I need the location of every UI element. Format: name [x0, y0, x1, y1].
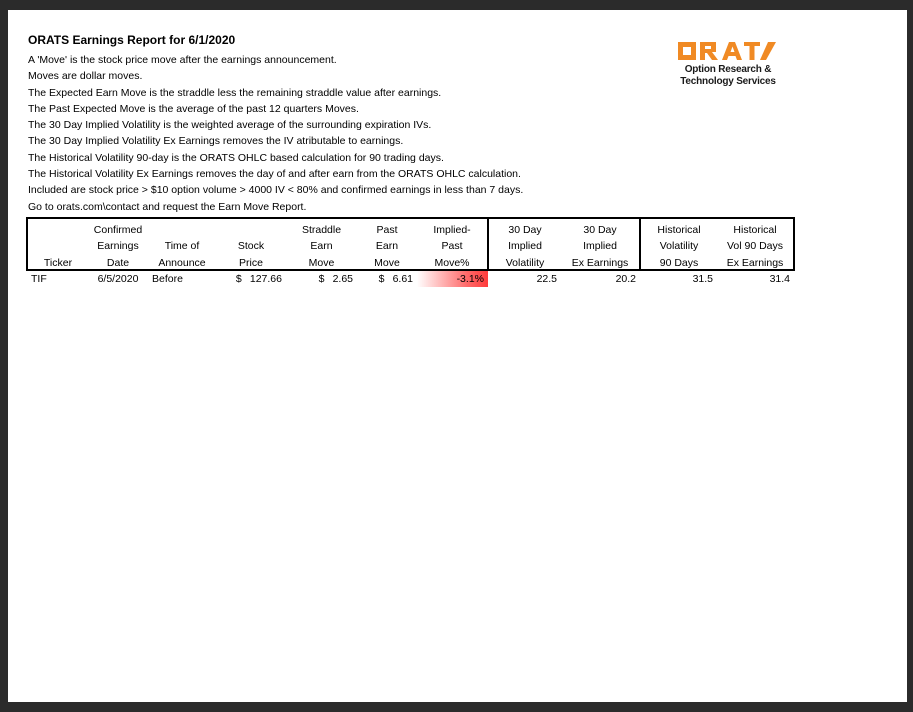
header-cell: 30 Day [561, 218, 640, 236]
note-line: The 30 Day Implied Volatility Ex Earnings removes the IV atributable to earnings. [28, 135, 404, 148]
header-cell: Price [216, 252, 286, 270]
header-cell: Ex Earnings [561, 252, 640, 270]
header-cell: Earn [310, 240, 333, 252]
header-cell: Implied [508, 240, 542, 252]
header-cell [216, 218, 286, 236]
note-line: The Expected Earn Move is the straddle less the remaining straddle value after earnings. [28, 86, 442, 99]
note-line: The Past Expected Move is the average of the past 12 quarters Moves. [28, 102, 359, 115]
report-page [8, 10, 907, 702]
orats-logo [668, 38, 788, 88]
header-cell: Move [357, 252, 417, 270]
note-line: Included are stock price > $10 option volume > 4000 IV < 80% and confirmed earnings in less than 7 days. [28, 184, 524, 197]
iv30-cell: 22.5 [536, 272, 557, 285]
past-move-cell [357, 270, 417, 288]
note-line: The Historical Volatility 90-day is the ORATS OHLC based calculation for 90 trading days. [28, 151, 444, 164]
header-cell: Move% [417, 252, 488, 270]
straddle-move-value: 2.65 [332, 272, 353, 285]
header-cell: Implied [561, 236, 640, 253]
implied-past-move-pct-cell: -3.1% [417, 270, 488, 288]
header-cell: Historical [717, 218, 794, 236]
header-cell: Past [417, 236, 488, 253]
header-cell [148, 218, 216, 236]
currency-symbol: $ [235, 272, 242, 285]
table-row [27, 270, 794, 288]
iv30-ex-earnings-cell: 20.2 [615, 272, 636, 285]
note-line: The 30 Day Implied Volatility is the weighted average of the surrounding expiration IVs. [28, 119, 432, 132]
logo-line-1: Option Research & [684, 64, 772, 75]
earnings-table [26, 217, 795, 287]
header-cell [27, 236, 88, 253]
hv90-cell: 31.5 [692, 272, 713, 285]
stock-price-value: 127.66 [249, 272, 282, 285]
report-notes [28, 52, 523, 215]
header-cell: Ex Earnings [717, 252, 794, 270]
straddle-move-cell [286, 270, 357, 288]
header-cell: Ticker [27, 252, 88, 270]
note-line: Go to orats.com\contact and request the Earn Move Report. [28, 200, 307, 213]
note-line: A 'Move' is the stock price move after the earnings announcement. [28, 54, 337, 66]
header-cell: Stock [237, 240, 265, 252]
report-title: ORATS Earnings Report for 6/1/2020 [28, 33, 236, 47]
table-header-row [27, 236, 794, 253]
note-line: The Historical Volatility Ex Earnings removes the day of and after earn from the ORATS OHLC calculation. [28, 168, 521, 181]
header-cell: 90 Days [640, 252, 717, 270]
header-cell: Implied- [417, 218, 488, 236]
header-cell: Time of [164, 240, 200, 252]
past-move-value: 6.61 [392, 272, 413, 285]
header-cell: Confirmed [88, 218, 148, 236]
stock-price-cell [216, 270, 286, 288]
header-cell: Volatility [488, 252, 561, 270]
window-bottom-edge [0, 702, 913, 712]
logo-line-2: Technology Services [680, 76, 776, 87]
header-cell: 30 Day [488, 218, 561, 236]
date-cell: 6/5/2020 [97, 272, 139, 285]
table-header-row [27, 218, 794, 236]
header-cell [27, 218, 88, 236]
table-header-row [27, 252, 794, 270]
announce-cell: Before [152, 272, 183, 285]
header-cell: Volatility [659, 240, 699, 252]
currency-symbol: $ [318, 272, 325, 285]
currency-symbol: $ [378, 272, 385, 285]
header-cell: Earnings [97, 240, 139, 252]
note-line: Moves are dollar moves. [28, 70, 143, 83]
orats-logo-mark-icon [676, 38, 780, 64]
header-cell: Vol 90 Days [717, 236, 794, 253]
header-cell: Announce [148, 252, 216, 270]
header-cell: Historical [640, 218, 717, 236]
header-cell: Straddle [286, 218, 357, 236]
header-cell: Earn [375, 240, 399, 252]
header-cell: Move [286, 252, 357, 270]
ticker-cell: TIF [31, 272, 47, 285]
header-cell: Past [357, 218, 417, 236]
hv90-ex-earnings-cell: 31.4 [769, 272, 790, 285]
header-cell: Date [88, 252, 148, 270]
